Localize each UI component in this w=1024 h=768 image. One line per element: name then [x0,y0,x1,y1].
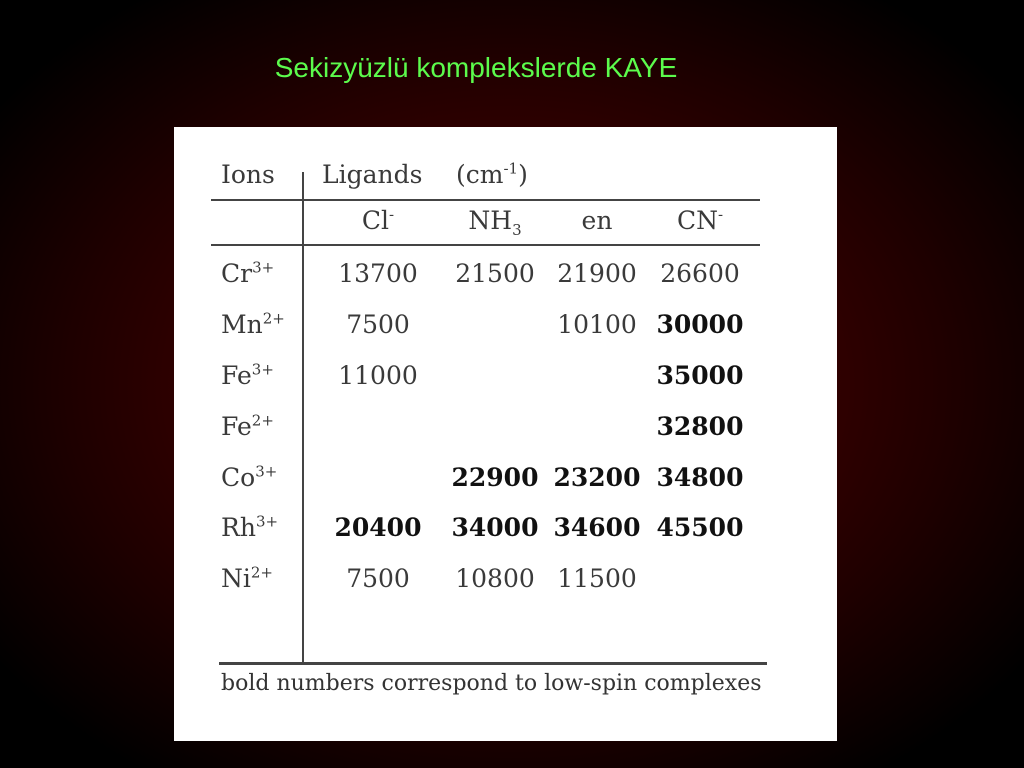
ligand-name: NH [468,206,513,235]
ion-symbol: Mn [221,310,263,339]
slide-title: Sekizyüzlü komplekslerde KAYE [274,52,678,83]
value-cell: 30000 [656,310,744,339]
footer-rule [219,662,767,665]
value-cell: 22900 [451,463,539,492]
ligand-header [338,206,418,236]
ion-charge: 2+ [251,411,274,430]
ion-symbol: Rh [221,513,256,542]
value-cell: 21500 [455,259,535,288]
value-cell: 23200 [553,463,641,492]
value-cell: 34600 [553,513,641,542]
units-exponent: -1 [503,159,519,178]
ion-symbol: Ni [221,564,251,593]
ion-symbol: Co [221,463,256,492]
header-ions: Ions [221,160,275,189]
header-units [456,160,528,190]
value-cell: 20400 [334,513,422,542]
ion-cell [221,361,274,391]
vertical-divider [302,172,304,662]
value-cell: 11500 [557,564,637,593]
ion-cell [221,310,285,340]
value-cell: 45500 [656,513,744,542]
ion-charge: 3+ [252,258,275,277]
value-cell: 21900 [557,259,637,288]
value-cell: 32800 [656,412,744,441]
ligand-field-table [174,127,837,741]
ion-cell [221,564,273,594]
ligand-header [557,206,637,236]
ion-cell [221,259,274,289]
value-cell: 26600 [660,259,740,288]
ligand-header [660,206,740,236]
ligand-header [455,206,535,239]
value-cell: 10100 [557,310,637,339]
value-cell: 13700 [338,259,418,288]
ligand-subscript: 3 [512,221,522,239]
ion-charge: 2+ [250,563,273,582]
ligand-name: CN [676,206,718,235]
footnote: bold numbers correspond to low-spin complexes [221,671,762,696]
ion-charge: 2+ [262,309,285,328]
ligand-charge: - [389,205,395,224]
value-cell: 35000 [656,361,744,390]
ligand-name: en [581,206,613,235]
ligand-name: Cl [361,206,390,235]
ion-symbol: Cr [221,259,253,288]
ion-charge: 3+ [251,360,274,379]
units-close: ) [518,160,528,189]
ion-charge: 3+ [255,462,278,481]
value-cell: 7500 [346,310,410,339]
header-rule-top [211,199,760,201]
ion-cell [221,463,277,493]
ion-symbol: Fe [221,412,252,441]
value-cell: 11000 [338,361,418,390]
units-base: (cm [456,160,504,189]
ion-cell [221,513,278,543]
ion-charge: 3+ [255,512,279,531]
ion-symbol: Fe [221,361,252,390]
header-ligands: Ligands [322,160,423,189]
value-cell: 34800 [656,463,744,492]
header-rule-bottom [211,244,760,246]
value-cell: 34000 [451,513,539,542]
value-cell: 7500 [346,564,410,593]
value-cell: 10800 [455,564,535,593]
ion-cell [221,412,274,442]
ligand-charge: - [717,205,724,224]
